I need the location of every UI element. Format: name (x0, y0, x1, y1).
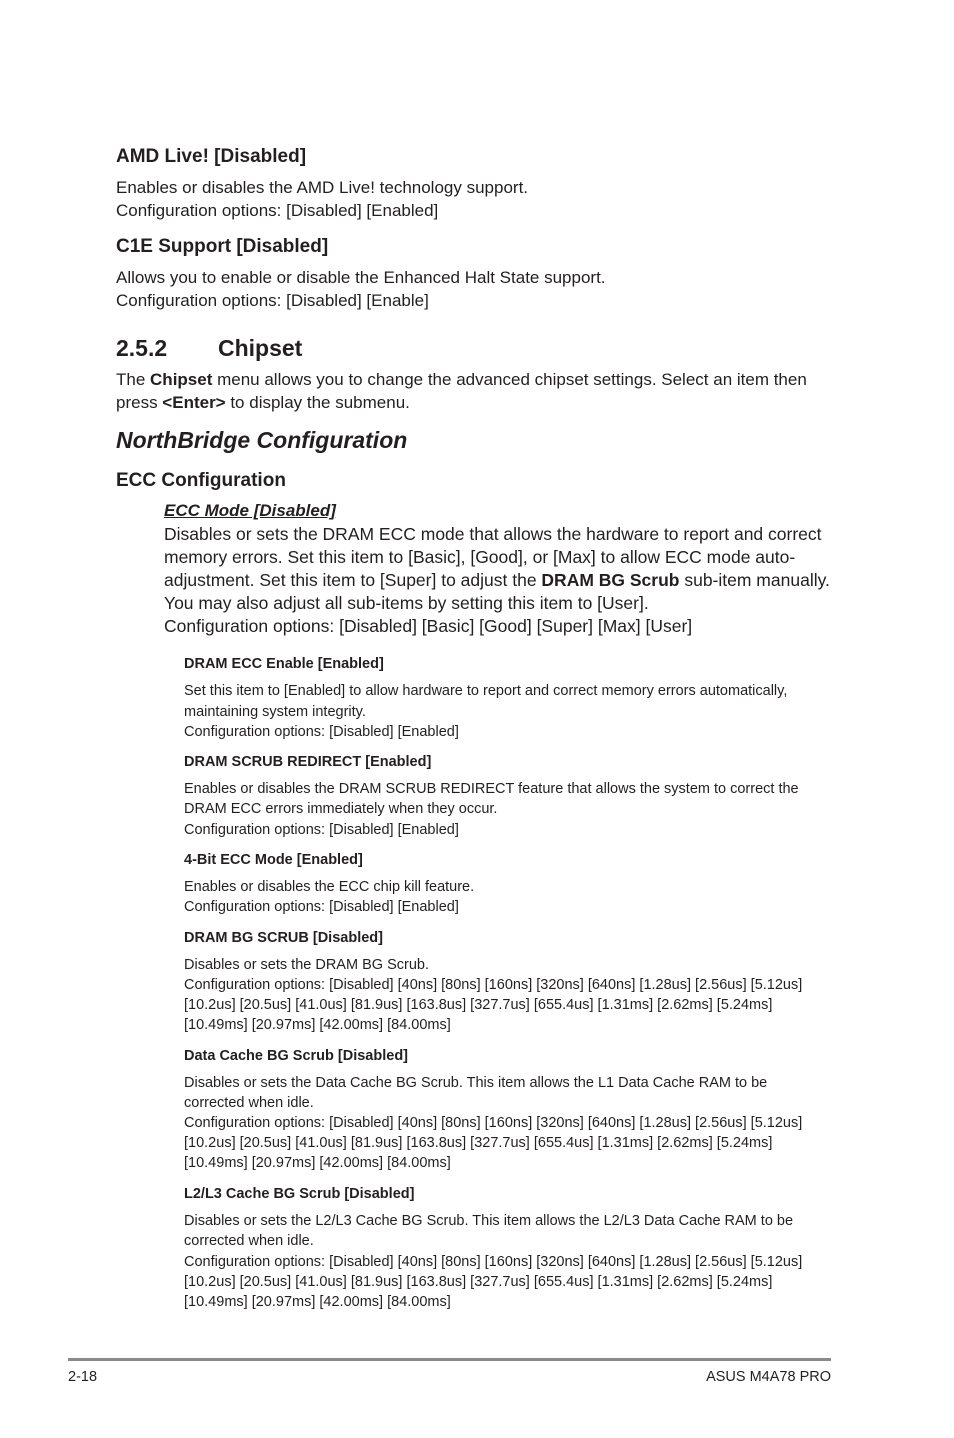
dram-bg-scrub-options: [10.2us] [20.5us] [41.0us] [81.9us] [163.8us] [327.7us] [655.4us] [1.31ms] [2.62ms] [5.24ms] (184, 997, 773, 1013)
l2l3-cache-bg-scrub-heading: L2/L3 Cache BG Scrub [Disabled] (184, 1186, 415, 1202)
data-cache-bg-scrub-heading: Data Cache BG Scrub [Disabled] (184, 1048, 408, 1064)
chipset-intro-line-1: The Chipset menu allows you to change the advanced chipset settings. Select an item then (116, 370, 807, 389)
page-number: 2-18 (68, 1369, 98, 1385)
dram-ecc-enable-line: Set this item to [Enabled] to allow hardware to report and correct memory errors automatically, (184, 683, 788, 699)
data-cache-bg-scrub-options: [10.49ms] [20.97ms] [42.00ms] [84.00ms] (184, 1155, 451, 1171)
chipset-keyword: Chipset (150, 370, 213, 389)
amd-live-desc: Enables or disables the AMD Live! technology support. (116, 178, 529, 197)
dram-scrub-redirect-line: Enables or disables the DRAM SCRUB REDIRECT feature that allows the system to correct the (184, 781, 799, 797)
dram-scrub-redirect-line: DRAM ECC errors immediately when they occur. (184, 801, 498, 817)
northbridge-title: NorthBridge Configuration (116, 427, 408, 453)
product-name: ASUS M4A78 PRO (706, 1369, 831, 1385)
data-cache-bg-scrub-options: [10.2us] [20.5us] [41.0us] [81.9us] [163.8us] [327.7us] [655.4us] [1.31ms] [2.62ms] [5.24ms] (184, 1135, 773, 1151)
data-cache-bg-scrub-line: corrected when idle. (184, 1095, 314, 1111)
enter-keyword: <Enter> (162, 393, 226, 412)
four-bit-ecc-options: Configuration options: [Disabled] [Enabled] (184, 899, 459, 915)
dram-bg-scrub-line: Disables or sets the DRAM BG Scrub. (184, 957, 429, 973)
chipset-intro-line-2: press <Enter> to display the submenu. (116, 393, 410, 412)
footer-divider (68, 1358, 831, 1361)
dram-ecc-enable-line: maintaining system integrity. (184, 704, 366, 720)
l2l3-cache-bg-scrub-options: [10.2us] [20.5us] [41.0us] [81.9us] [163.8us] [327.7us] [655.4us] [1.31ms] [2.62ms] [5.24ms] (184, 1274, 773, 1290)
dram-bg-scrub-keyword: DRAM BG Scrub (541, 570, 680, 590)
amd-live-options: Configuration options: [Disabled] [Enabled] (116, 201, 439, 220)
l2l3-cache-bg-scrub-options: Configuration options: [Disabled] [40ns] [80ns] [160ns] [320ns] [640ns] [1.28us] [2.56us] [5.12us] (184, 1254, 803, 1270)
ecc-mode-line-1: Disables or sets the DRAM ECC mode that allows the hardware to report and correct (164, 524, 822, 544)
dram-ecc-enable-options: Configuration options: [Disabled] [Enabled] (184, 724, 459, 740)
four-bit-ecc-line: Enables or disables the ECC chip kill feature. (184, 879, 475, 895)
section-title (116, 334, 302, 362)
ecc-heading: ECC Configuration (116, 470, 286, 491)
c1e-desc: Allows you to enable or disable the Enhanced Halt State support. (116, 268, 606, 287)
data-cache-bg-scrub-options: Configuration options: [Disabled] [40ns] [80ns] [160ns] [320ns] [640ns] [1.28us] [2.56us] [5.12us] (184, 1115, 803, 1131)
ecc-mode-line-3: adjustment. Set this item to [Super] to adjust the DRAM BG Scrub sub-item manually. (164, 570, 830, 590)
ecc-mode-heading: ECC Mode [Disabled] (164, 501, 336, 520)
data-cache-bg-scrub-line: Disables or sets the Data Cache BG Scrub. This item allows the L1 Data Cache RAM to be (184, 1075, 768, 1091)
ecc-mode-options: Configuration options: [Disabled] [Basic] [Good] [Super] [Max] [User] (164, 616, 693, 636)
four-bit-ecc-heading: 4-Bit ECC Mode [Enabled] (184, 852, 363, 868)
amd-live-heading: AMD Live! [Disabled] (116, 146, 307, 167)
l2l3-cache-bg-scrub-line: corrected when idle. (184, 1233, 314, 1249)
ecc-mode-line-4: You may also adjust all sub-items by setting this item to [User]. (164, 593, 649, 613)
ecc-mode-line-2: memory errors. Set this item to [Basic], [Good], or [Max] to allow ECC mode auto- (164, 547, 796, 567)
c1e-options: Configuration options: [Disabled] [Enable] (116, 291, 429, 310)
c1e-heading: C1E Support [Disabled] (116, 236, 329, 257)
l2l3-cache-bg-scrub-options: [10.49ms] [20.97ms] [42.00ms] [84.00ms] (184, 1294, 451, 1310)
dram-bg-scrub-options: [10.49ms] [20.97ms] [42.00ms] [84.00ms] (184, 1017, 451, 1033)
dram-scrub-redirect-heading: DRAM SCRUB REDIRECT [Enabled] (184, 754, 432, 770)
dram-scrub-redirect-options: Configuration options: [Disabled] [Enabled] (184, 822, 459, 838)
section-name: Chipset (218, 335, 303, 361)
dram-bg-scrub-heading: DRAM BG SCRUB [Disabled] (184, 930, 383, 946)
dram-ecc-enable-heading: DRAM ECC Enable [Enabled] (184, 656, 384, 672)
section-number: 2.5.2 (116, 335, 168, 361)
dram-bg-scrub-options: Configuration options: [Disabled] [40ns] [80ns] [160ns] [320ns] [640ns] [1.28us] [2.56us] [5.12us] (184, 977, 803, 993)
l2l3-cache-bg-scrub-line: Disables or sets the L2/L3 Cache BG Scrub. This item allows the L2/L3 Data Cache RAM to be (184, 1213, 794, 1229)
